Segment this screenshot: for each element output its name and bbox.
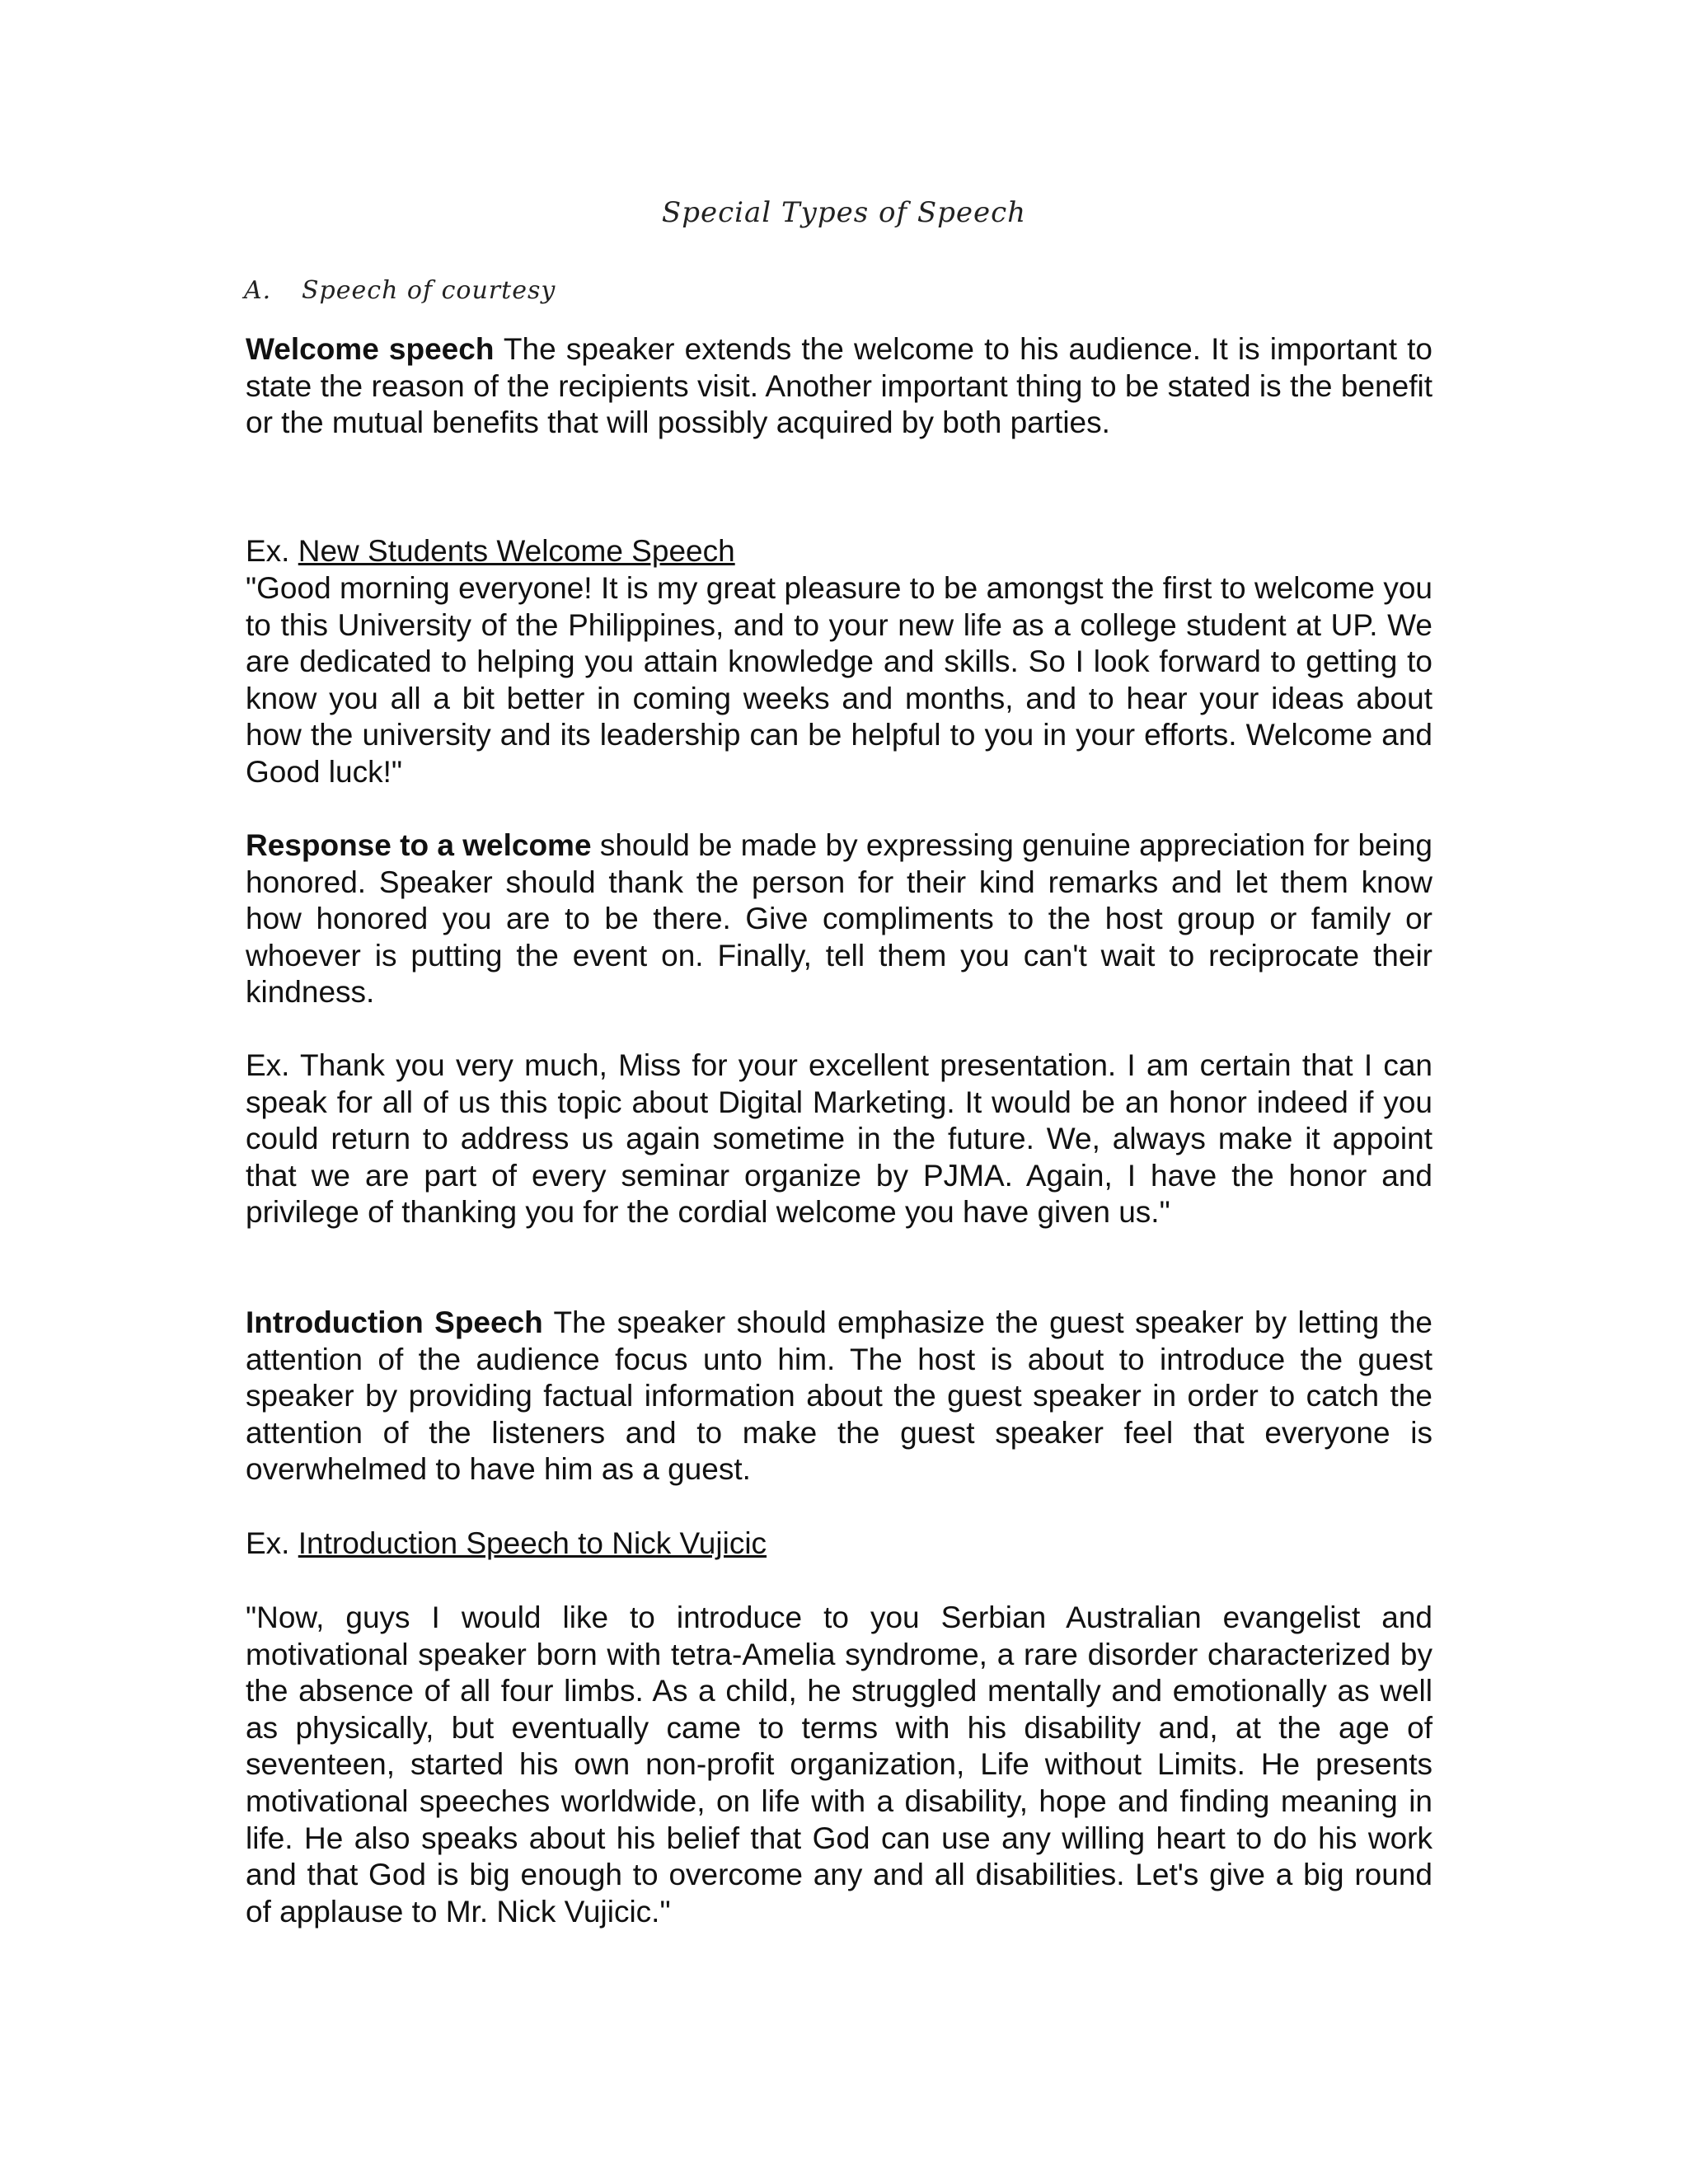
introduction-term: Introduction Speech <box>246 1305 543 1339</box>
section-heading <box>244 276 556 305</box>
welcome-example-heading <box>246 533 1432 570</box>
welcome-speech-term: Welcome speech <box>246 332 495 366</box>
section-label: Speech of courtesy <box>302 276 556 305</box>
introduction-example-prefix: Ex. <box>246 1526 298 1560</box>
page-title: Special Types of Speech <box>661 196 1027 229</box>
welcome-speech-paragraph <box>246 331 1432 442</box>
welcome-example-text: "Good morning everyone! It is my great pleasure to be amongst the first to welcome you to this University of the Philippines, and to your new life as a college student at UP. We are dedicated to helping you attain knowledge and skills. So I look forward to getting to know you all a bit better in coming weeks and months, and to hear your ideas about how the university and its leadership can be helpful to you in your efforts. Welcome and Good luck!" <box>246 571 1432 789</box>
welcome-speech-text: The speaker extends the welcome to his audience. It is important to state the reason of the recipients visit. Another important thing to be stated is the benefit or the mutual benefits that will possibly acquired by both parties. <box>246 332 1432 440</box>
introduction-example-text: "Now, guys I would like to introduce to you Serbian Australian evangelist and motivational speaker born with tetra-Amelia syndrome, a rare disorder characterized by the absence of all four limbs. As a child, he struggled mentally and emotionally as well as physically, but eventually came to terms with his disability and, at the age of seventeen, started his own non-profit organization, Life without Limits. He presents motivational speeches worldwide, on life with a disability, hope and finding meaning in life. He also speaks about his belief that God can use any willing heart to do his work and that God is big enough to overcome any and all disabilities. Let's give a big round of applause to Mr. Nick Vujicic." <box>246 1601 1432 1929</box>
introduction-paragraph <box>246 1305 1432 1488</box>
introduction-example-title: Introduction Speech to Nick Vujicic <box>298 1526 767 1560</box>
response-text: should be made by expressing genuine appreciation for being honored. Speaker should thank the person for their kind remarks and let them know how honored you are to be there. Give compliments to the host group or family or whoever is putting the event on. Finally, tell them you can't wait to reciprocate their kindness. <box>246 828 1433 1010</box>
response-example-text: Ex. Thank you very much, Miss for your excellent presentation. I am certain that I can speak for all of us this topic about Digital Marketing. It would be an honor indeed if you could return to address us again sometime in the future. We, always make it appoint that we are part of every seminar organize by PJMA. Again, I have the honor and privilege of thanking you for the cordial welcome you have given us." <box>246 1048 1432 1230</box>
introduction-text: The speaker should emphasize the guest speaker by letting the attention of the audience focus unto him. The host is about to introduce the guest speaker by providing factual information about the guest speaker in order to catch the attention of the listeners and to make the guest speaker feel that everyone is overwhelmed to have him as a guest. <box>246 1305 1432 1487</box>
section-number: A. <box>244 276 272 305</box>
response-paragraph <box>246 827 1432 1011</box>
welcome-example-prefix: Ex. <box>246 534 298 568</box>
introduction-example-heading <box>246 1526 1432 1563</box>
welcome-example-title: New Students Welcome Speech <box>298 534 735 568</box>
response-term: Response to a welcome <box>246 828 592 862</box>
